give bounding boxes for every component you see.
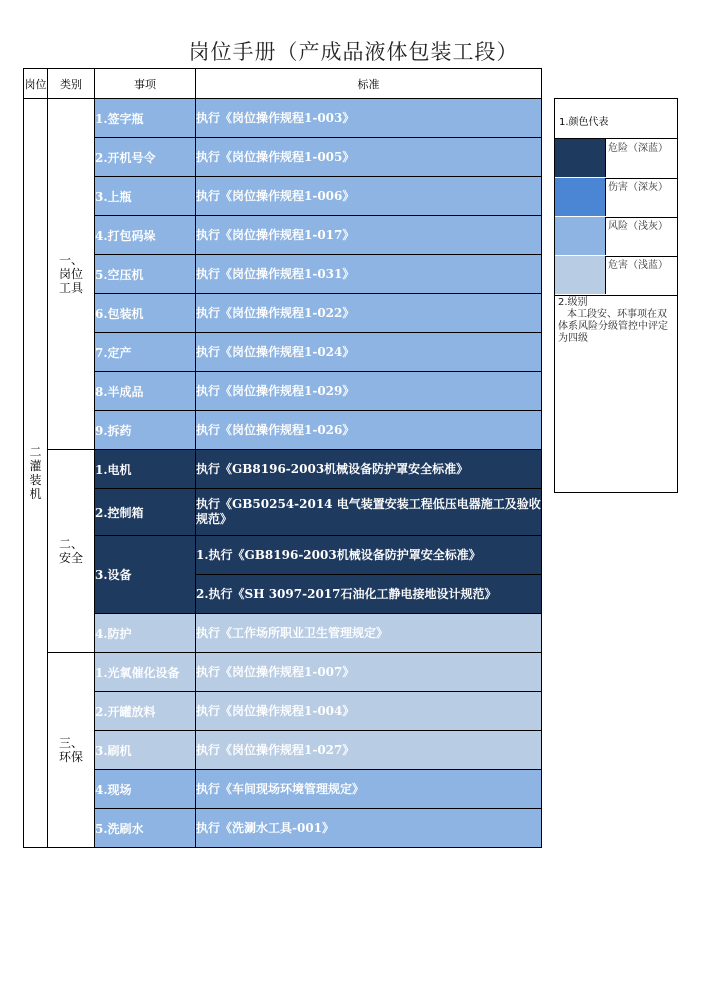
legend-label: 危害（浅蓝） [608, 260, 668, 271]
item-cell: 8.半成品 [95, 372, 196, 411]
table-row [24, 99, 542, 138]
standard-cell: 执行《岗位操作规程1-031》 [196, 255, 542, 294]
table-row [24, 692, 542, 731]
table-row [24, 138, 542, 177]
standard-cell: 执行《岗位操作规程1-029》 [196, 372, 542, 411]
header-category: 类别 [48, 69, 95, 99]
standard-cell: 执行《岗位操作规程1-022》 [196, 294, 542, 333]
post-name-cell [24, 99, 48, 848]
table-row [24, 216, 542, 255]
item-cell: 4.防护 [95, 614, 196, 653]
item-cell: 2.开罐放料 [95, 692, 196, 731]
table-row [24, 255, 542, 294]
legend-label: 风险（浅灰） [608, 221, 668, 232]
table-row [24, 411, 542, 450]
standard-cell: 执行《岗位操作规程1-027》 [196, 731, 542, 770]
standard-cell: 执行《岗位操作规程1-003》 [196, 99, 542, 138]
legend-entry-danger [555, 139, 677, 179]
item-cell: 4.打包码垛 [95, 216, 196, 255]
legend-note-title: 2.级别 [558, 297, 588, 308]
legend-title: 1.颜色代表 [555, 99, 677, 139]
item-cell: 5.空压机 [95, 255, 196, 294]
item-cell: 2.开机号令 [95, 138, 196, 177]
legend-label: 伤害（深灰） [608, 182, 668, 193]
table-row [24, 177, 542, 216]
table-row [24, 809, 542, 848]
legend-note [558, 297, 674, 345]
category-name: 一、岗位工具 [58, 253, 83, 295]
header-standard: 标准 [196, 69, 542, 99]
item-cell: 9.拆药 [95, 411, 196, 450]
standard-cell: 执行《车间现场环境管理规定》 [196, 770, 542, 809]
table-row [24, 372, 542, 411]
standard-cell: 执行《洗涮水工具-001》 [196, 809, 542, 848]
item-cell: 3.上瓶 [95, 177, 196, 216]
standard-cell: 1.执行《GB8196-2003机械设备防护罩安全标准》 [196, 536, 542, 575]
item-cell: 1.光氧催化设备 [95, 653, 196, 692]
item-cell: 4.现场 [95, 770, 196, 809]
table-row [24, 489, 542, 536]
table-row [24, 333, 542, 372]
legend-note-text: 本工段安、环事项在双体系风险分级管控中评定为四级 [558, 309, 668, 344]
table-row [24, 536, 542, 575]
table-row [24, 614, 542, 653]
standard-cell: 执行《GB8196-2003机械设备防护罩安全标准》 [196, 450, 542, 489]
post-name: 二灌装机 [29, 445, 42, 501]
legend-entry-harm [555, 256, 677, 296]
standard-cell: 执行《岗位操作规程1-017》 [196, 216, 542, 255]
standard-cell: 执行《岗位操作规程1-004》 [196, 692, 542, 731]
standard-cell: 执行《GB50254-2014 电气装置安装工程低压电器施工及验收规范》 [196, 489, 542, 536]
page-title: 岗位手册（产成品液体包装工段） [188, 40, 519, 64]
item-cell: 7.定产 [95, 333, 196, 372]
table-row [24, 653, 542, 692]
item-cell: 2.控制箱 [95, 489, 196, 536]
table-row [24, 294, 542, 333]
item-cell: 1.电机 [95, 450, 196, 489]
item-cell: 6.包装机 [95, 294, 196, 333]
legend-label: 危险（深蓝） [608, 143, 668, 154]
category-name: 二、安全 [58, 537, 83, 565]
legend-swatch [555, 217, 606, 255]
category-cell [48, 450, 95, 653]
table-header-row [24, 69, 542, 99]
legend-swatch [555, 139, 606, 177]
standard-cell: 执行《工作场所职业卫生管理规定》 [196, 614, 542, 653]
legend-entry-risk [555, 217, 677, 257]
color-legend [554, 98, 678, 493]
table-row [24, 770, 542, 809]
item-cell: 3.设备 [95, 536, 196, 614]
table-row [24, 731, 542, 770]
legend-entry-injury [555, 178, 677, 218]
category-cell [48, 99, 95, 450]
legend-swatch [555, 178, 606, 216]
standard-cell: 2.执行《SH 3097-2017石油化工静电接地设计规范》 [196, 575, 542, 614]
post-manual-table [23, 68, 542, 848]
table-row [24, 450, 542, 489]
legend-swatch [555, 256, 606, 294]
standard-cell: 执行《岗位操作规程1-024》 [196, 333, 542, 372]
standard-cell: 执行《岗位操作规程1-005》 [196, 138, 542, 177]
category-name: 三、环保 [58, 736, 83, 764]
standard-cell: 执行《岗位操作规程1-007》 [196, 653, 542, 692]
item-cell: 5.洗刷水 [95, 809, 196, 848]
item-cell: 1.签字瓶 [95, 99, 196, 138]
item-cell: 3.刷机 [95, 731, 196, 770]
category-cell [48, 653, 95, 848]
standard-cell: 执行《岗位操作规程1-006》 [196, 177, 542, 216]
standard-cell: 执行《岗位操作规程1-026》 [196, 411, 542, 450]
header-post: 岗位 [24, 69, 48, 99]
header-item: 事项 [95, 69, 196, 99]
